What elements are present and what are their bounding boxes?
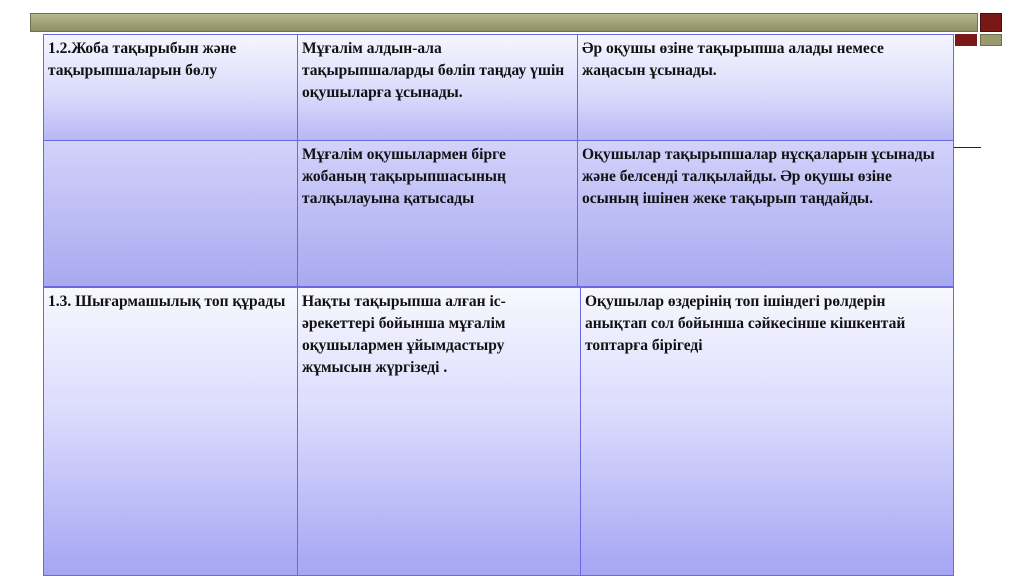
corner-accent-strip	[955, 34, 977, 46]
corner-olive-square	[980, 34, 1002, 46]
table-cell-row3-col2: Нақты тақырыпша алған іс-әрекеттері бойынша мұғалім оқушылармен ұйымдастыру жұмысын жүргізеді .	[297, 287, 581, 576]
table-cell-row3-col1: 1.3. Шығармашылық топ құрады	[43, 287, 298, 576]
decorative-line	[953, 147, 981, 148]
table-cell-row1-col1: 1.2.Жоба тақырыбын және тақырыпшаларын бөлу	[43, 34, 298, 141]
table-cell-row3-col3: Оқушылар өздерінің топ ішіндегі рөлдерін анықтап сол бойынша сәйкесінше кішкентай топтарға бірігеді	[580, 287, 954, 576]
slide-title-bar	[30, 13, 978, 32]
table-cell-row2-col3: Оқушылар тақырыпшалар нұсқаларын ұсынады және белсенді талқылайды. Әр оқушы өзіне осының ішінен жеке тақырып таңдайды.	[577, 140, 954, 287]
table-cell-row1-col2: Мұғалім алдын-ала тақырыпшаларды бөліп таңдау үшін оқушыларға ұсынады.	[297, 34, 578, 141]
table-cell-row2-col2: Мұғалім оқушылармен бірге жобаның тақырыпшасының талқылауына қатысады	[297, 140, 578, 287]
table-cell-row1-col3: Әр оқушы өзіне тақырыпша алады немесе жаңасын ұсынады.	[577, 34, 954, 141]
table-cell-row2-col1	[43, 140, 298, 287]
corner-accent-square	[980, 13, 1002, 32]
